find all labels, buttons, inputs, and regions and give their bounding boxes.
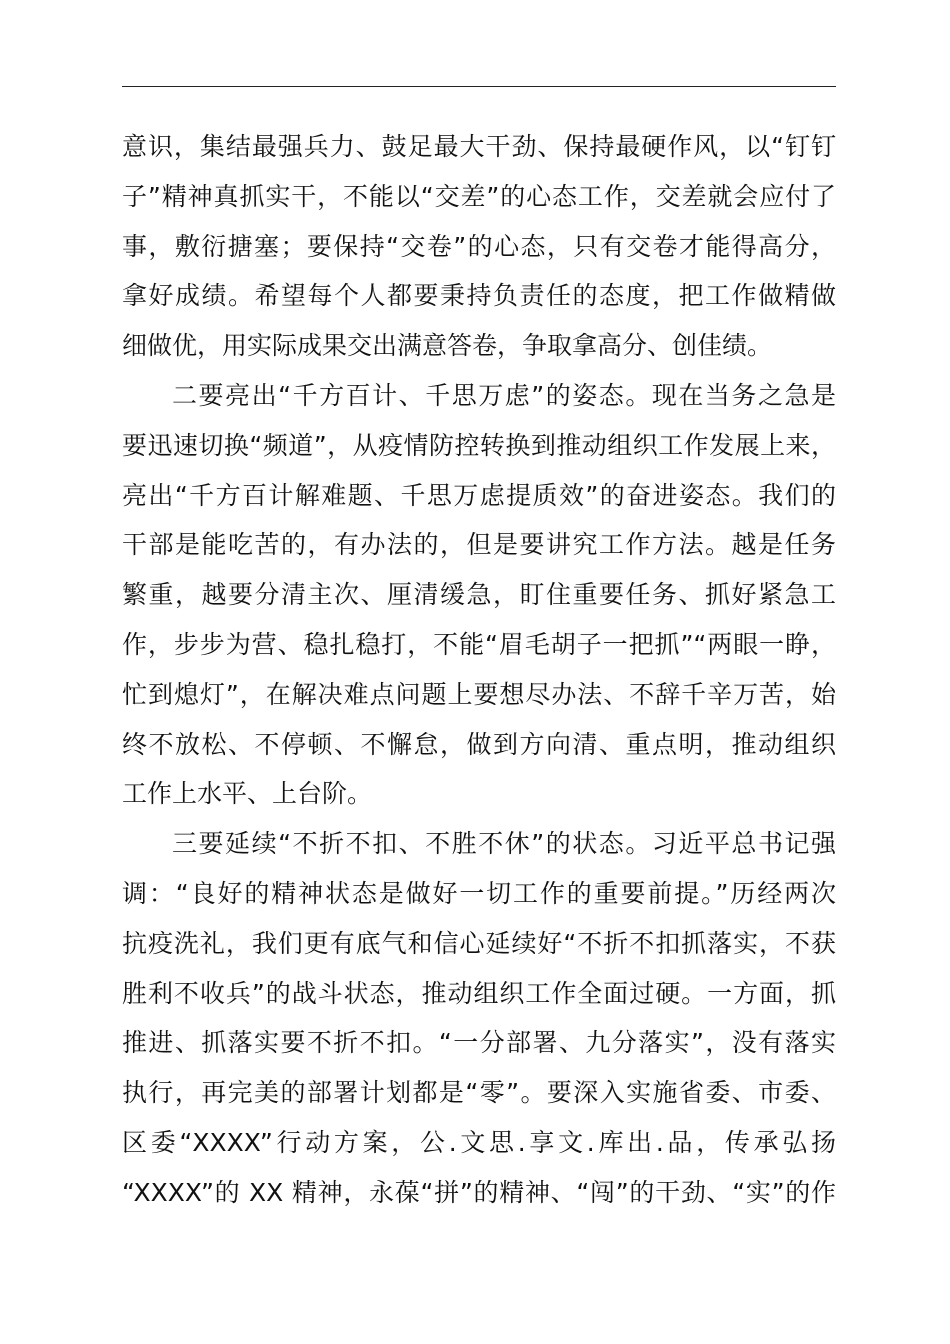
text-line: 工作上水平、上台阶。: [122, 779, 373, 809]
paragraph-start-line: 三要延续“不折不扣、不胜不休”的状态。习近平总书记强: [172, 829, 836, 859]
text-line: 推进、抓落实要不折不扣。“一分部署、九分落实”，没有落实: [122, 1028, 836, 1058]
text-line: 终不放松、不停顿、不懈怠，做到方向清、重点明，推动组织: [122, 729, 836, 759]
text-line: “XXXX”的 XX 精神，永葆“拼”的精神、“闯”的干劲、“实”的作: [122, 1177, 836, 1207]
text-line: 忙到熄灯”，在解决难点问题上要想尽办法、不辞千辛万苦，始: [122, 679, 836, 709]
text-line: 调：“良好的精神状态是做好一切工作的重要前提。”历经两次: [122, 878, 836, 908]
text-line: 子”精神真抓实干，不能以“交差”的心态工作，交差就会应付了: [122, 181, 836, 211]
text-line: 要迅速切换“频道”，从疫情防控转换到推动组织工作发展上来，: [122, 430, 836, 460]
text-line: 细做优，用实际成果交出满意答卷，争取拿高分、创佳绩。: [122, 331, 773, 361]
text-line: 作，步步为营、稳扎稳打，不能“眉毛胡子一把抓”“两眼一睁，: [122, 629, 836, 659]
text-line: 拿好成绩。希望每个人都要秉持负责任的态度，把工作做精做: [122, 281, 836, 311]
text-line: 区委“XXXX”行动方案，公.文思.享文.库出.品，传承弘扬: [122, 1127, 836, 1157]
text-line: 亮出“千方百计解难题、千思万虑提质效”的奋进姿态。我们的: [122, 480, 836, 510]
header-rule: [122, 86, 836, 87]
text-line: 事，敷衍搪塞；要保持“交卷”的心态，只有交卷才能得高分，: [122, 231, 836, 261]
text-line: 繁重，越要分清主次、厘清缓急，盯住重要任务、抓好紧急工: [122, 580, 836, 610]
text-line: 执行，再完美的部署计划都是“零”。要深入实施省委、市委、: [122, 1078, 836, 1108]
paragraph-start-line: 二要亮出“千方百计、千思万虑”的姿态。现在当务之急是: [172, 380, 836, 410]
text-line: 胜利不收兵”的战斗状态，推动组织工作全面过硬。一方面，抓: [122, 978, 836, 1008]
text-line: 意识，集结最强兵力、鼓足最大干劲、保持最硬作风，以“钉钉: [122, 132, 836, 161]
text-line: 干部是能吃苦的，有办法的，但是要讲究工作方法。越是任务: [122, 530, 836, 560]
text-line: 抗疫洗礼，我们更有底气和信心延续好“不折不扣抓落实，不获: [122, 928, 836, 958]
document-body: [122, 122, 836, 1218]
